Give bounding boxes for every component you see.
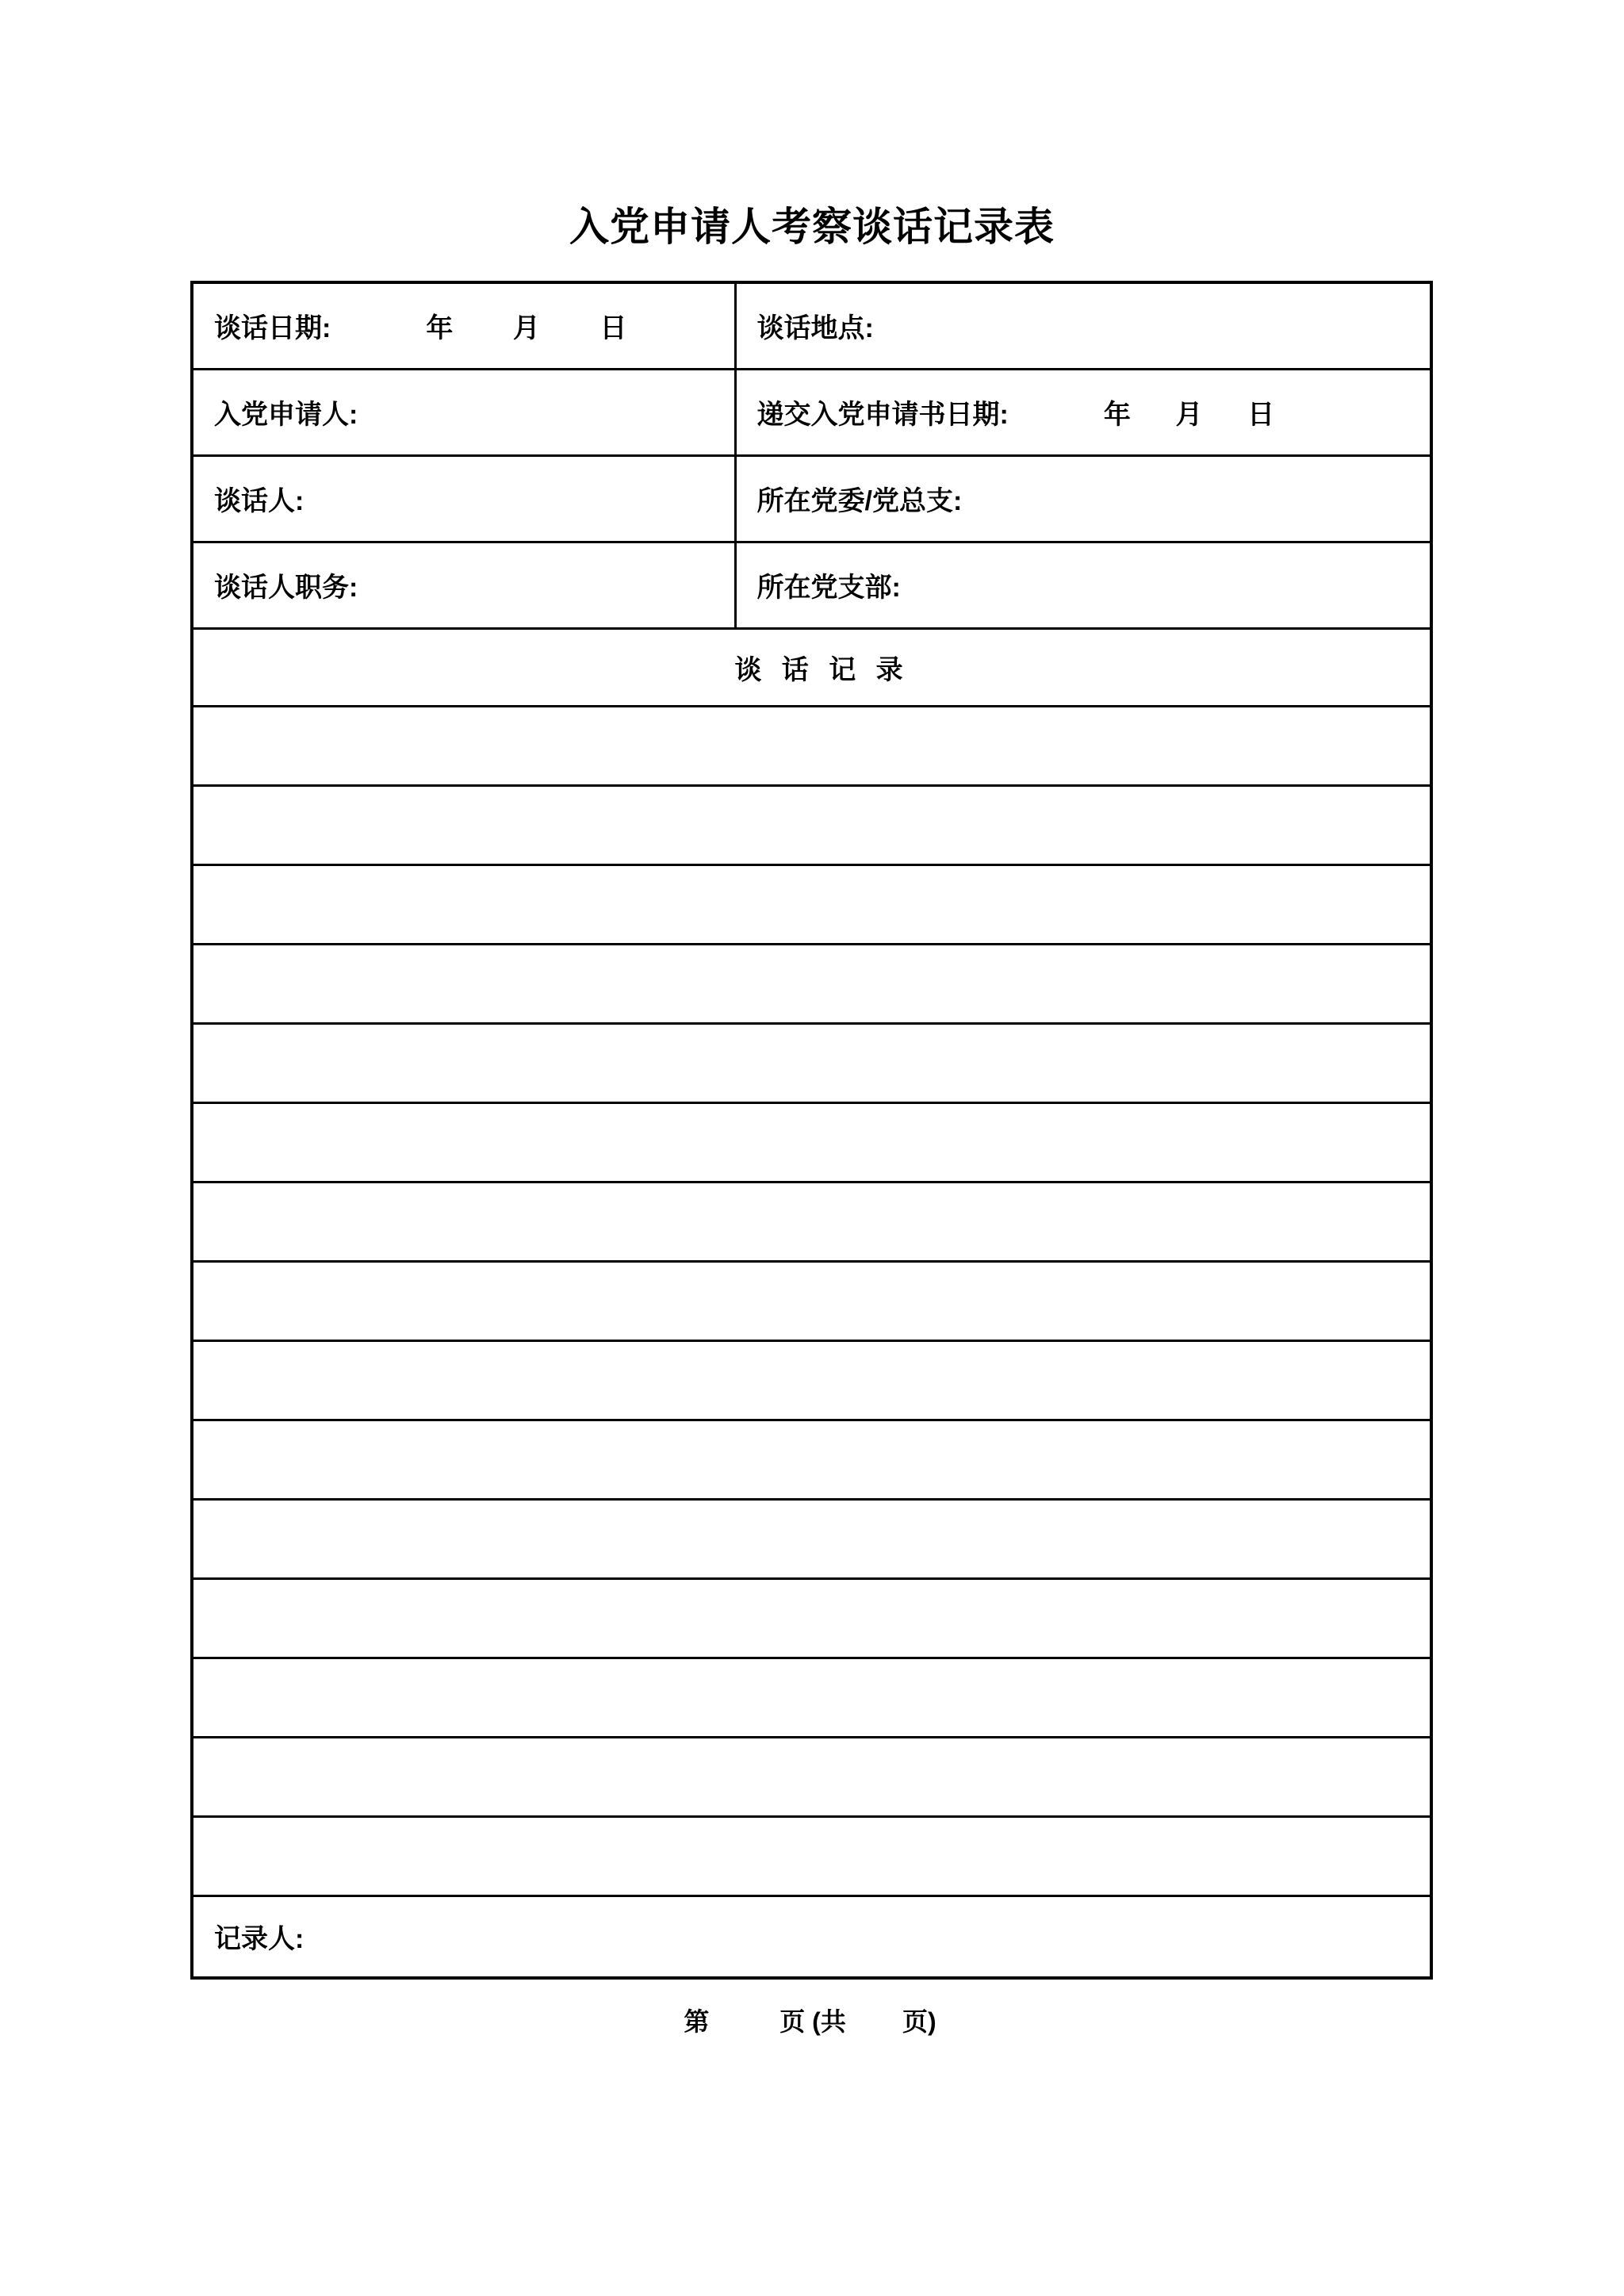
section-header-cell [192,628,1431,706]
blank-record-cell [192,1261,1431,1340]
submission-date-label: 递交入党申请书日期: [756,400,1009,430]
interviewer-label: 谈话人: [214,486,304,516]
blank-record-cell [192,1658,1431,1737]
blank-record-cell [192,864,1431,944]
row-applicant-submission-date [192,369,1431,455]
row-interviewer-committee [192,455,1431,542]
blank-record-row [192,1816,1431,1895]
interview-location-cell [735,282,1431,369]
blank-record-cell [192,944,1431,1023]
interview-date-ymd-placeholder: 年 月 日 [426,313,627,344]
recorder-label: 记录人: [214,1924,304,1955]
blank-record-cell [192,1182,1431,1261]
page-title: 入党申请人考察谈话记录表 [569,205,1055,249]
blank-record-row [192,1340,1431,1420]
blank-record-row [192,1102,1431,1182]
blank-record-row [192,1182,1431,1261]
party-branch-cell [735,542,1431,628]
recorder-row [192,1895,1431,1978]
interview-date-label: 谈话日期: [214,313,331,344]
party-committee-cell [735,455,1431,542]
interview-date-cell [192,282,735,369]
blank-record-cell [192,1737,1431,1816]
blank-record-row [192,1578,1431,1658]
interview-location-label: 谈话地点: [756,313,874,344]
blank-record-cell [192,1578,1431,1658]
applicant-name-label: 入党申请人: [214,400,358,430]
blank-record-row [192,1658,1431,1737]
blank-record-row [192,1261,1431,1340]
party-branch-label: 所在党支部: [756,573,901,603]
submission-date-ymd-placeholder: 年 月 日 [1103,400,1275,430]
blank-record-cell [192,1340,1431,1420]
submission-date-cell [735,369,1431,455]
section-header-label: 谈 话 记 录 [734,654,910,685]
blank-record-cell [192,1102,1431,1182]
party-committee-label: 所在党委/党总支: [756,486,963,516]
interviewer-position-cell [192,542,735,628]
blank-record-cell [192,785,1431,864]
blank-record-cell [192,1499,1431,1578]
blank-record-row [192,864,1431,944]
row-interview-date-location [192,282,1431,369]
blank-record-row [192,944,1431,1023]
row-interviewer-position-branch [192,542,1431,628]
blank-record-row [192,1023,1431,1102]
blank-record-cell [192,1816,1431,1895]
recorder-cell [192,1895,1431,1978]
interviewer-position-label: 谈话人职务: [214,573,358,603]
blank-record-row [192,706,1431,785]
blank-record-row [192,1499,1431,1578]
row-section-header [192,628,1431,706]
blank-record-row [192,1737,1431,1816]
blank-record-cell [192,1023,1431,1102]
blank-record-row [192,785,1431,864]
interviewer-cell [192,455,735,542]
applicant-name-cell [192,369,735,455]
record-table-body [192,282,1431,1978]
page-number-footer: 第 页 (共 页) [684,2007,936,2036]
blank-record-row [192,1420,1431,1499]
blank-record-cell [192,706,1431,785]
blank-record-cell [192,1420,1431,1499]
record-table [190,281,1433,1980]
